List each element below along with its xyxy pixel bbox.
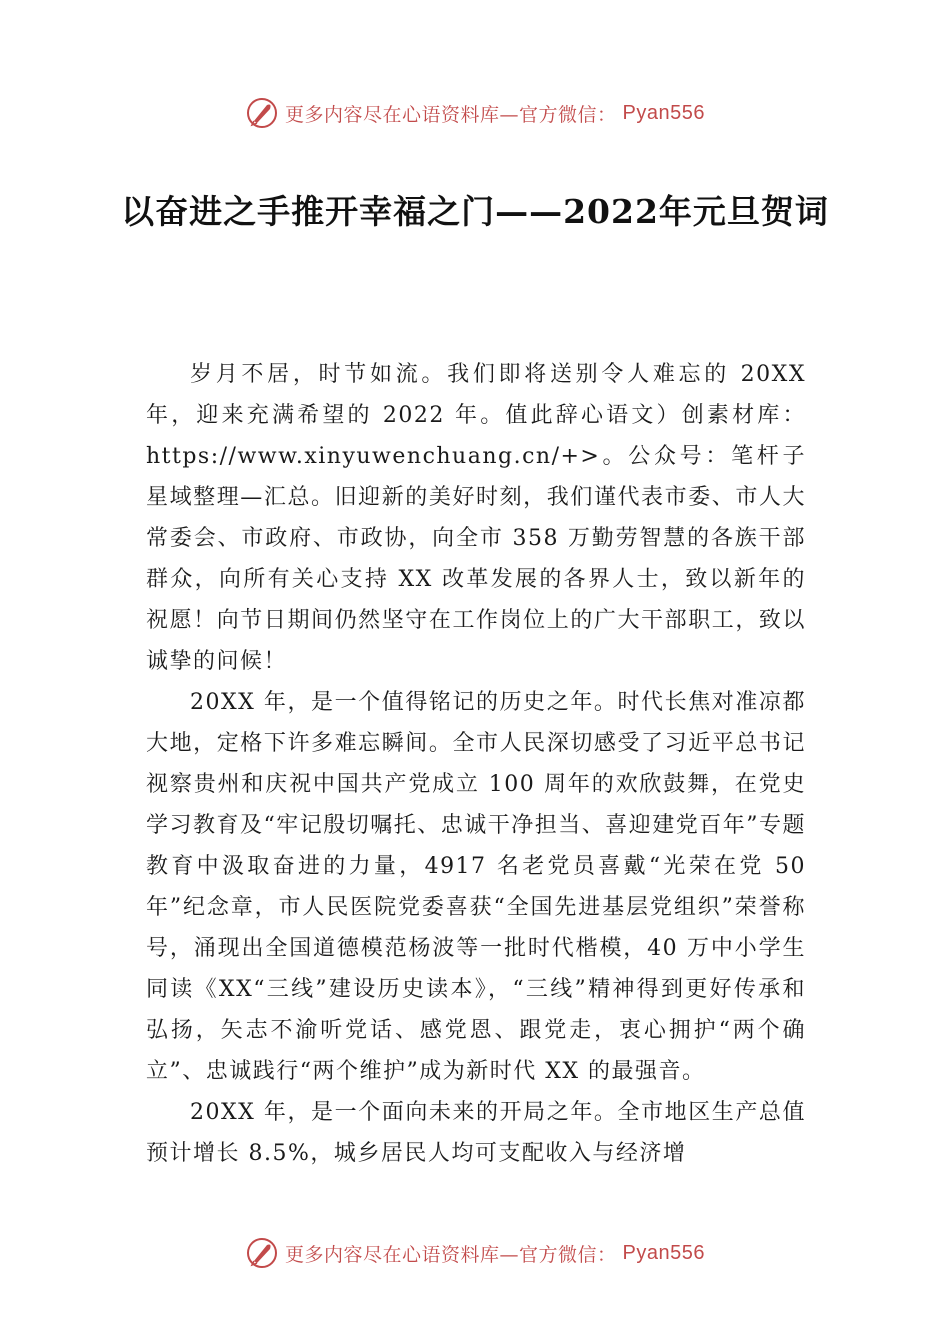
footer-watermark-banner	[0, 1236, 950, 1270]
quill-pen-icon	[245, 1236, 279, 1270]
banner-text: 更多内容尽在心语资料库—官方微信：	[285, 1243, 617, 1266]
paragraph-2: 20XX 年，是一个值得铭记的历史之年。时代长焦对准凉都大地，定格下许多难忘瞬间。全市人民深切感受了习近平总书记视察贵州和庆祝中国共产党成立 100 周年的欢欣鼓舞，在党史学习教育及“牢记殷切嘱托、忠诚干净担当、喜迎建党百年”专题教育中汲取奋进的力量，4917 名老党员喜戴“光荣在党 50 年”纪念章，市人民医院党委喜获“全国先进基层党组织”荣誉称号，涌现出全国道德模范杨波等一批时代楷模，40 万中小学生同读《XX“三线”建设历史读本》，“三线”精神得到更好传承和弘扬，矢志不渝听党话、感党恩、跟党走，衷心拥护“两个确立”、忠诚践行“两个维护”成为新时代 XX 的最强音。	[146, 690, 806, 1084]
banner-text: 更多内容尽在心语资料库—官方微信：	[285, 103, 617, 126]
banner-handle: Pyan556	[622, 101, 705, 124]
paragraph-1: 岁月不居，时节如流。我们即将送别令人难忘的 20XX 年，迎来充满希望的 2022 年。值此辞心语文）创素材库：https://www.xinyuwenchuang.cn/+>。公众号：笔杆子星域整理—汇总。旧迎新的美好时刻，我们谨代表市委、市人大常委会、市政府、市政协，向全市 358 万勤劳智慧的各族干部群众，向所有关心支持 XX 改革发展的各界人士，致以新年的祝愿！向节日期间仍然坚守在工作岗位上的广大干部职工，致以诚挚的问候！	[146, 362, 806, 674]
paragraph-3: 20XX 年，是一个面向未来的开局之年。全市地区生产总值预计增长 8.5%，城乡居民人均可支配收入与经济增	[146, 1100, 806, 1166]
header-watermark-banner	[0, 96, 950, 130]
banner-handle: Pyan556	[622, 1241, 705, 1264]
document-body	[146, 354, 806, 1174]
document-title: 以奋进之手推开幸福之门——2022年元旦贺词	[121, 192, 829, 231]
quill-pen-icon	[245, 96, 279, 130]
